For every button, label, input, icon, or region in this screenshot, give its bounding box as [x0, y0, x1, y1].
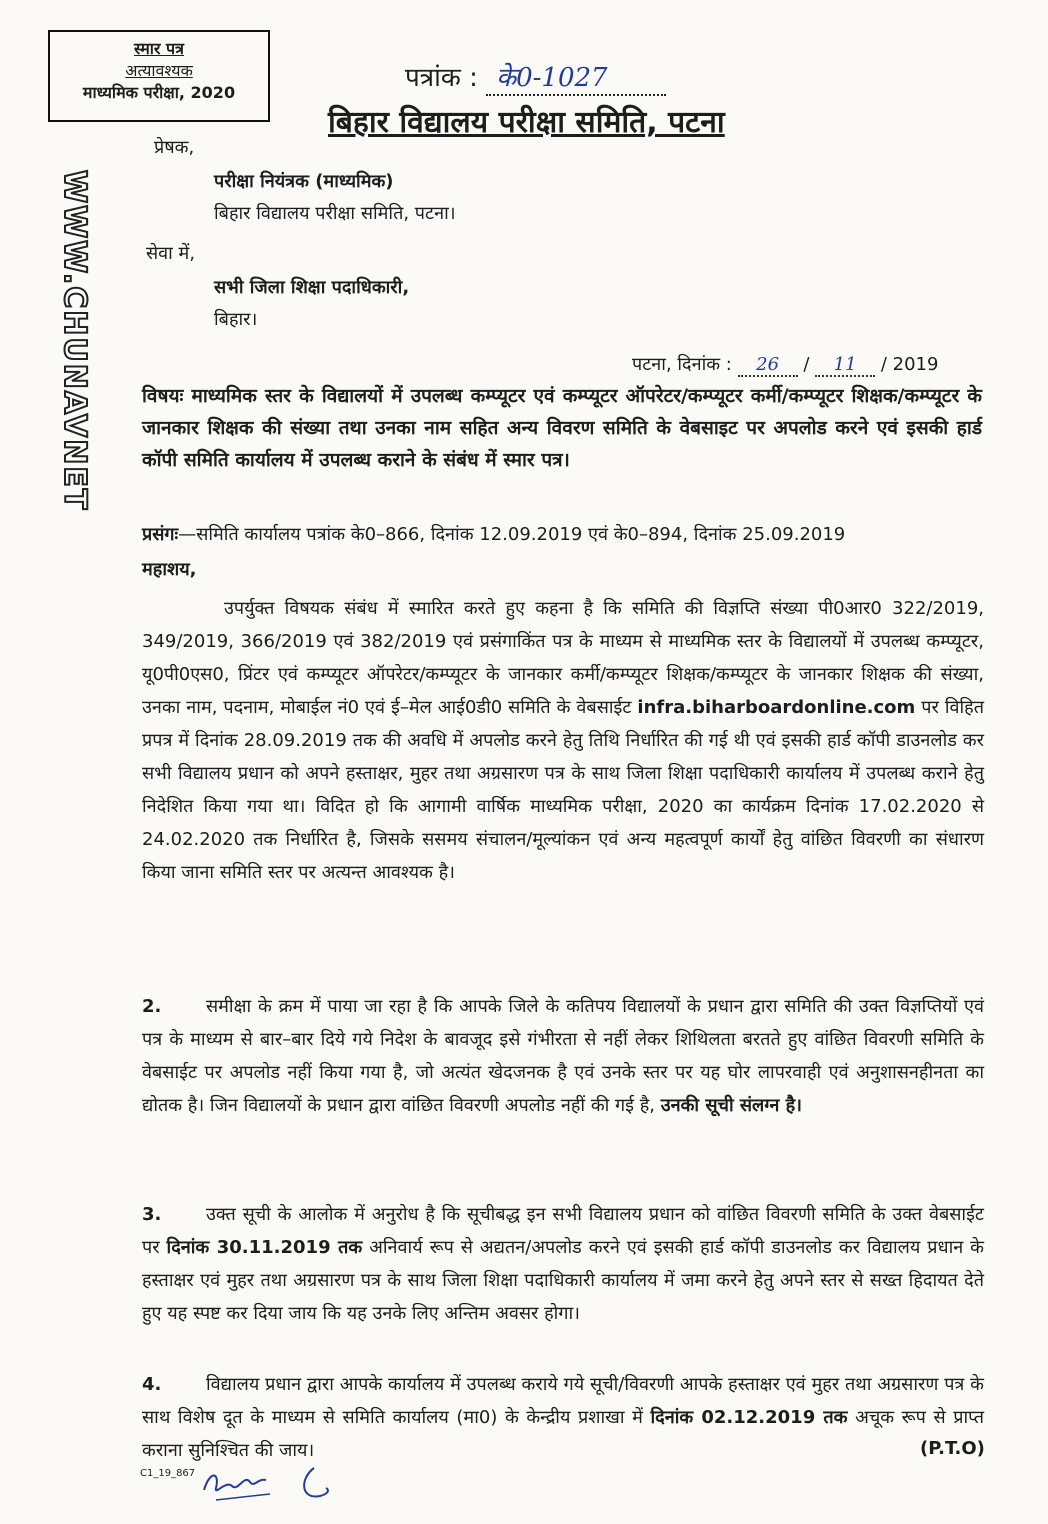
website-link-text: infra.biharboardonline.com — [637, 697, 916, 718]
subject-block — [142, 380, 982, 476]
para3-number: 3. — [142, 1204, 162, 1225]
para2-bold: उनकी सूची संलग्न है। — [660, 1095, 802, 1116]
para3-deadline: दिनांक 30.11.2019 तक — [166, 1237, 363, 1258]
para2-number: 2. — [142, 996, 162, 1017]
para4-number: 4. — [142, 1374, 162, 1395]
reference-text: —समिति कार्यालय पत्रांक के0–866, दिनांक 12.09.2019 एवं के0–894, दिनांक 25.09.2019 — [178, 524, 846, 545]
paragraph-3 — [142, 1198, 984, 1330]
date-prefix: पटना, दिनांक : — [632, 354, 732, 375]
subject-text: माध्यमिक स्तर के विद्यालयों में उपलब्ध कम्प्यूटर एवं कम्प्यूटर ऑपरेटर/कम्प्यूटर कर्मी/कम्प्यूटर शिक्षक/कम्प्यूटर के जानकार शिक्षक की संख्या तथा उनका नाम सहित अन्य विवरण समिति के वेबसाइट पर अपलोड करने एवं इसकी हार्ड कॉपी समिति कार्यालय में उपलब्ध कराने के संबंध में स्मार पत्र। — [142, 385, 982, 471]
para1-text-a: उपर्युक्त विषयक संबंध में स्मारित करते हुए कहना है कि समिति की विज्ञप्ति संख्या पी0आर0 322/2019, 349/2019, 366/2019 एवं 382/2019 एवं प्रसंगाकिंत पत्र के माध्यम से माध्यमिक स्तर के विद्यालयों में उपलब्ध कम्प्यूटर, यू0पी0एस0, प्रिंटर एवं कम्प्यूटर ऑपरेटर/कम्प्यूटर के जानकार कर्मी/कम्प्यूटर शिक्षक/कम्प्यूटर के जानकार शिक्षक की संख्या, उनका नाम, पदनाम, मोबाईल नं0 एवं ई–मेल आई0डी0 समिति के वेबसाईट — [142, 598, 984, 718]
handwritten-initials — [196, 1460, 346, 1510]
paragraph-1 — [142, 592, 984, 889]
reminder-header-box — [48, 30, 270, 122]
date-month: 11 — [815, 354, 875, 377]
letter-date: पटना, दिनांक : 26 / 11 / 2019 — [632, 354, 939, 375]
site-watermark: WWW.CHUNAVNET — [57, 170, 92, 512]
letter-number-value: के0-1027 — [486, 58, 666, 96]
letter-number-label: पत्रांक : — [405, 63, 478, 93]
para3-text-b: अनिवार्य रूप से अद्यतन/अपलोड करने एवं इसकी हार्ड कॉपी डाउनलोड कर विद्यालय प्रधान के हस्ताक्षर एवं मुहर तथा अग्रसारण पत्र के साथ जिला शिक्षा पदाधिकारी कार्यालय में जमा करने हेतु अपने स्तर से सख्त हिदायत देते हुए यह स्पष्ट कर दिया जाय कि यह उनके लिए अन्तिम अवसर होगा। — [142, 1237, 984, 1324]
recipient-address: बिहार। — [214, 309, 258, 330]
subject-label: विषयः — [142, 385, 184, 407]
date-day: 26 — [738, 354, 798, 377]
salutation: महाशय, — [142, 559, 197, 580]
page-turn-over: (P.T.O) — [920, 1438, 985, 1459]
para4-text-a: विद्यालय प्रधान द्वारा आपके कार्यालय में उपलब्ध कराये गये सूची/विवरणी आपके हस्ताक्षर एवं मुहर तथा अग्रसारण पत्र के साथ विशेष दूत के माध्यम से समिति कार्यालय (मा0) के केन्द्रीय प्रशाखा में — [142, 1374, 984, 1428]
recipient-label: सेवा में, — [146, 243, 196, 264]
reminder-label: स्मार पत्र — [134, 39, 184, 58]
sender-name: परीक्षा नियंत्रक (माध्यमिक) — [214, 171, 394, 192]
date-year: / 2019 — [880, 354, 939, 375]
organization-title: बिहार विद्यालय परीक्षा समिति, पटना — [328, 105, 725, 140]
para1-text-b: पर विहित प्रपत्र में दिनांक 28.09.2019 तक की अवधि में अपलोड करने हेतु तिथि निर्धारित की गई थी एवं इसकी हार्ड कॉपी डाउनलोड कर सभी विद्यालय प्रधान को अपने हस्ताक्षर, मुहर तथा अग्रसारण पत्र के साथ जिला शिक्षा पदाधिकारी कार्यालय में उपलब्ध कराने हेतु निदेशित किया गया था। विदित हो कि आगामी वार्षिक माध्यमिक परीक्षा, 2020 का कार्यक्रम दिनांक 17.02.2020 से 24.02.2020 तक निर्धारित है, जिसके ससमय संचालन/मूल्यांकन एवं अन्य महत्वपूर्ण कार्यों हेतु वांछित विवरणी का संधारण किया जाना समिति स्तर पर अत्यन्त आवश्यक है। — [142, 697, 984, 883]
sender-address: बिहार विद्यालय परीक्षा समिति, पटना। — [214, 203, 456, 224]
recipient-name: सभी जिला शिक्षा पदाधिकारी, — [214, 277, 410, 298]
para4-deadline: दिनांक 02.12.2019 तक — [650, 1407, 848, 1428]
para4-text-b: अचूक रूप से प्राप्त कराना सुनिश्चित की जाय। — [142, 1407, 984, 1461]
letter-number — [405, 58, 666, 96]
para3-text-a: उक्त सूची के आलोक में अनुरोध है कि सूचीबद्ध इन सभी विद्यालय प्रधान को वांछित विवरणी समिति के उक्त वेबसाईट पर — [142, 1204, 984, 1258]
paragraph-4 — [142, 1368, 984, 1467]
reference-label: प्रसंगः — [142, 524, 179, 545]
file-code: C1_19_867 — [140, 1468, 196, 1479]
para2-text: समीक्षा के क्रम में पाया जा रहा है कि आपके जिले के कतिपय विद्यालयों के प्रधान द्वारा समिति की उक्त विज्ञप्तियों एवं पत्र के माध्यम से बार–बार दिये गये निदेश के बावजूद इसे गंभीरता से नहीं लेकर शिथिलता बरतते हुए वांछित विवरणी समिति के वेबसाईट पर अपलोड नहीं किया गया है, जो अत्यंत खेदजनक है एवं उनके स्तर पर यह घोर लापरवाही एवं अनुशासनहीनता का द्योतक है। जिन विद्यालयों के प्रधान द्वारा वांछित विवरणी अपलोड नहीं की गई है, — [142, 996, 984, 1116]
sender-label: प्रेषक, — [154, 137, 195, 158]
urgent-label: अत्यावश्यक — [125, 61, 193, 80]
exam-label: माध्यमिक परीक्षा, 2020 — [82, 83, 236, 102]
reference-line — [142, 522, 845, 546]
paragraph-2 — [142, 990, 984, 1122]
